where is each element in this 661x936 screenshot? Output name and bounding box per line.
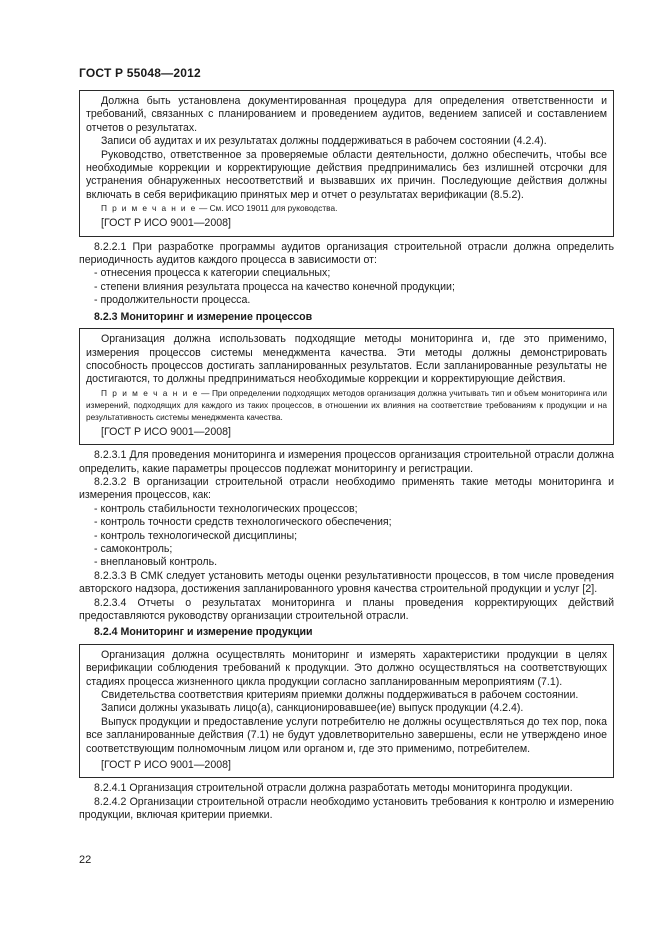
list-8-2-2-1: [79, 267, 614, 307]
box2-reference: [ГОСТ Р ИСО 9001—2008]: [101, 425, 231, 438]
list-item: - внеплановый контроль.: [94, 556, 218, 569]
list-item: - контроль точности средств технологического обеспечения;: [94, 516, 392, 529]
list-item: - самоконтроль;: [94, 542, 173, 555]
box1-paragraph-1: Должна быть установлена документированная процедура для определения ответственности и требований, связанных с планированием и проведением аудитов, ведением записей и составлением отчетов о результатах.: [86, 95, 607, 134]
page-number: 22: [79, 854, 92, 866]
clause-8-2-3-4: 8.2.3.4 Отчеты о результатах мониторинга и планы проведения корректирующих действий предоставляются руководству организации строительной отрасли.: [79, 596, 614, 622]
box1-paragraph-3: Руководство, ответственное за проверяемые области деятельности, должно обеспечить, чтобы все необходимые коррекции и корректирующие действия предпринимались без излишней отсрочки для устранения обнаруженных несоответствий и вызвавших их причин. Последующие действия должны включать в себя верификацию принятых мер и отчет о результатах верификации (8.5.2).: [86, 148, 607, 201]
quote-box-audit: [79, 90, 614, 237]
list-item: - отнесения процесса к категории специальных;: [94, 267, 331, 280]
quote-box-process-monitoring: [79, 328, 614, 445]
heading-8-2-4: 8.2.4 Мониторинг и измерение продукции: [94, 626, 313, 639]
clause-8-2-3-1: 8.2.3.1 Для проведения мониторинга и измерения процессов организация строительной отрасли должна определить, какие параметры процессов подлежат мониторингу и регистрации.: [79, 449, 614, 475]
box3-paragraph-4: Выпуск продукции и предоставление услуги потребителю не должны осуществляться до тех пор, пока все запланированные действия (7.1) не будут удовлетворительно завершены, если не утверждено иное соответствующим полномочным лицом или органом и, где это применимо, потребителем.: [86, 715, 607, 755]
list-item: - контроль стабильности технологических процессов;: [94, 502, 358, 515]
box3-paragraph-1: Организация должна осуществлять мониторинг и измерять характеристики продукции в целях верификации соблюдения требований к продукции. Это должно осуществляться на соответствующих стадиях процесса жизненного цикла продукции согласно запланированным мероприятиям (7.1).: [86, 648, 607, 688]
page-content: [79, 90, 614, 823]
box3-paragraph-3: Записи должны указывать лицо(а), санкционировавшее(ие) выпуск продукции (4.2.4).: [101, 702, 524, 715]
clause-8-2-2-1: 8.2.2.1 При разработке программы аудитов организация строительной отрасли должна определить периодичность аудитов каждого процесса в зависимости от:: [79, 240, 614, 267]
clause-8-2-4-2: 8.2.4.2 Организации строительной отрасли необходимо установить требования к контролю и измерению продукции, включая критерии приемки.: [79, 795, 614, 822]
box1-note-label: П р и м е ч а н и е: [101, 203, 197, 214]
clause-8-2-3-2: 8.2.3.2 В организации строительной отрасли необходимо применять такие методы мониторинга и измерения процессов, как:: [79, 475, 614, 502]
document-header: ГОСТ Р 55048—2012: [79, 66, 201, 80]
box2-note-text: — При определении подходящих методов организация должна учитывать тип и объем мониторинга или измерений, подходящих для каждого из таких процессов, в отношении их влияния на соответствие требованиям к продукции и на результативность системы менеджмента качества.: [86, 387, 607, 422]
box2-note-label: П р и м е ч а н и е: [101, 387, 199, 398]
clause-8-2-3-3: 8.2.3.3 В СМК следует установить методы оценки результативности процессов, в том числе проведения авторского надзора, достижения запланированного уровня качества строительной продукции и услуг [2].: [79, 569, 614, 596]
box2-note: [86, 387, 607, 423]
box3-reference: [ГОСТ Р ИСО 9001—2008]: [101, 759, 231, 772]
box1-reference: [ГОСТ Р ИСО 9001—2008]: [101, 217, 231, 230]
quote-box-product-monitoring: [79, 644, 614, 779]
list-item: - контроль технологической дисциплины;: [94, 529, 298, 542]
box1-paragraph-2: Записи об аудитах и их результатах должны поддерживаться в рабочем состоянии (4.2.4).: [101, 135, 547, 148]
box2-paragraph-1: Организация должна использовать подходящие методы мониторинга и, где это применимо, измерения процессов системы менеджмента качества. Эти методы должны демонстрировать способность процессов достигать запланированных результатов. Если запланированные результаты не достигаются, то должны предприниматься необходимые коррекции и корректирующие действия.: [86, 333, 607, 386]
box3-paragraph-2: Свидетельства соответствия критериям приемки должны поддерживаться в рабочем состоянии.: [101, 689, 579, 702]
list-item: - продолжительности процесса.: [94, 294, 251, 307]
clause-8-2-4-1: 8.2.4.1 Организация строительной отрасли должна разработать методы мониторинга продукции.: [94, 782, 573, 795]
heading-8-2-3: 8.2.3 Мониторинг и измерение процессов: [94, 310, 313, 323]
box1-note: [86, 202, 607, 214]
list-item: - степени влияния результата процесса на качество конечной продукции;: [94, 280, 455, 293]
list-8-2-3-2: [79, 503, 614, 570]
box1-note-text: — См. ИСО 19011 для руководства.: [196, 203, 338, 214]
